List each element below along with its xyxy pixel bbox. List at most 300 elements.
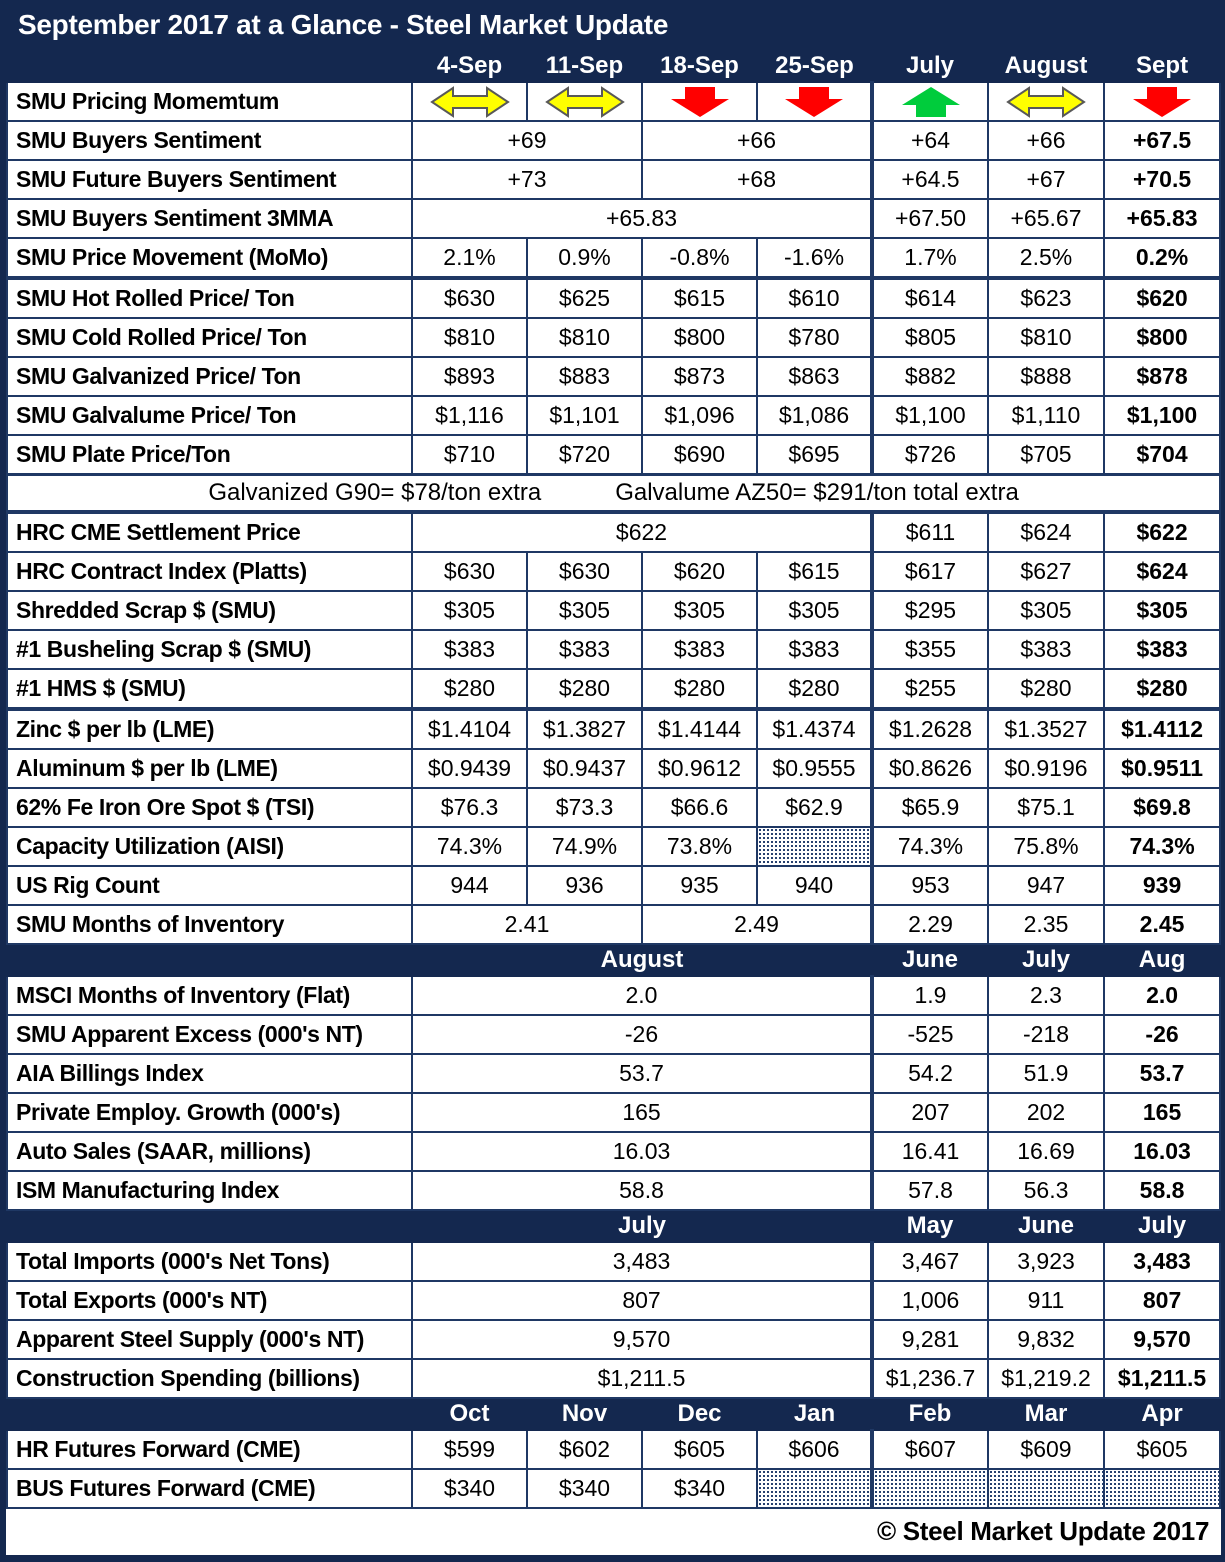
- value-cell: +70.5: [1104, 160, 1220, 199]
- value-cell: $622: [1104, 512, 1220, 552]
- value-cell: $611: [872, 512, 988, 552]
- table-row: [7, 669, 1220, 709]
- value-cell: $1.4112: [1104, 709, 1220, 749]
- value-cell: $873: [642, 357, 757, 396]
- table-row: [7, 278, 1220, 318]
- value-cell: 207: [872, 1093, 988, 1132]
- value-cell: $1,211.5: [412, 1359, 872, 1398]
- section-month-header-row: [7, 1210, 1220, 1242]
- table-row: [7, 357, 1220, 396]
- value-cell: $710: [412, 435, 527, 475]
- band-empty-cell: [7, 1398, 412, 1430]
- table-row: [7, 1132, 1220, 1171]
- value-cell: $690: [642, 435, 757, 475]
- value-cell: 3,483: [412, 1242, 872, 1281]
- section-month-header-row: [7, 1398, 1220, 1430]
- column-header: 25-Sep: [757, 49, 872, 82]
- value-cell: $705: [988, 435, 1104, 475]
- row-label: BUS Futures Forward (CME): [7, 1469, 412, 1508]
- value-cell: 911: [988, 1281, 1104, 1320]
- value-cell: $893: [412, 357, 527, 396]
- month-header-cell: Jan: [757, 1398, 872, 1430]
- value-cell: $1,086: [757, 396, 872, 435]
- value-cell: $605: [1104, 1430, 1220, 1469]
- value-cell: $620: [1104, 278, 1220, 318]
- row-label: SMU Cold Rolled Price/ Ton: [7, 318, 412, 357]
- value-cell: -26: [1104, 1015, 1220, 1054]
- value-cell: $615: [642, 278, 757, 318]
- value-cell: +64.5: [872, 160, 988, 199]
- down-arrow-icon: [669, 85, 731, 119]
- band-empty-cell: [7, 944, 412, 976]
- value-cell: 2.1%: [412, 238, 527, 278]
- sideways-arrow-icon: [545, 86, 625, 118]
- value-cell: $620: [642, 552, 757, 591]
- value-cell: +65.67: [988, 199, 1104, 238]
- value-cell: -218: [988, 1015, 1104, 1054]
- row-label: SMU Galvalume Price/ Ton: [7, 396, 412, 435]
- column-header: Sept: [1104, 49, 1220, 82]
- row-label: ISM Manufacturing Index: [7, 1171, 412, 1210]
- table-row: [7, 121, 1220, 160]
- month-header-cell: July: [1104, 1210, 1220, 1242]
- table-row: [7, 1469, 1220, 1508]
- value-cell: 202: [988, 1093, 1104, 1132]
- table-row: [7, 591, 1220, 630]
- value-cell: 1.7%: [872, 238, 988, 278]
- column-header: 4-Sep: [412, 49, 527, 82]
- value-cell: 53.7: [1104, 1054, 1220, 1093]
- table-row: [7, 749, 1220, 788]
- value-cell: $609: [988, 1430, 1104, 1469]
- value-cell: +67.50: [872, 199, 988, 238]
- value-cell: $305: [1104, 591, 1220, 630]
- value-cell: 807: [412, 1281, 872, 1320]
- value-cell: -26: [412, 1015, 872, 1054]
- value-cell: 9,832: [988, 1320, 1104, 1359]
- value-cell: $720: [527, 435, 642, 475]
- value-cell: $1,110: [988, 396, 1104, 435]
- row-label: Zinc $ per lb (LME): [7, 709, 412, 749]
- note-row: [7, 475, 1220, 513]
- value-cell: 73.8%: [642, 827, 757, 866]
- row-label: Apparent Steel Supply (000's NT): [7, 1320, 412, 1359]
- row-label: Aluminum $ per lb (LME): [7, 749, 412, 788]
- value-cell: 75.8%: [988, 827, 1104, 866]
- value-cell: $62.9: [757, 788, 872, 827]
- value-cell: $295: [872, 591, 988, 630]
- value-cell: $1.4104: [412, 709, 527, 749]
- column-header: 11-Sep: [527, 49, 642, 82]
- value-cell: $617: [872, 552, 988, 591]
- row-label: Construction Spending (billions): [7, 1359, 412, 1398]
- sideways-arrow-icon: [1006, 86, 1086, 118]
- value-cell: $305: [527, 591, 642, 630]
- table-row: [7, 199, 1220, 238]
- value-cell: 58.8: [1104, 1171, 1220, 1210]
- value-cell: $614: [872, 278, 988, 318]
- value-cell: $810: [988, 318, 1104, 357]
- month-header-cell: Nov: [527, 1398, 642, 1430]
- value-cell: $1.4144: [642, 709, 757, 749]
- value-cell: $305: [988, 591, 1104, 630]
- value-cell: 2.45: [1104, 905, 1220, 944]
- value-cell: $1,211.5: [1104, 1359, 1220, 1398]
- month-header-cell: Feb: [872, 1398, 988, 1430]
- row-label: SMU Buyers Sentiment: [7, 121, 412, 160]
- value-cell: $1,101: [527, 396, 642, 435]
- value-cell: 939: [1104, 866, 1220, 905]
- value-cell: 807: [1104, 1281, 1220, 1320]
- no-data-hatch-cell: [988, 1469, 1104, 1508]
- value-cell: 3,467: [872, 1242, 988, 1281]
- value-cell: $630: [527, 552, 642, 591]
- steel-market-table: [6, 0, 1221, 1555]
- row-label: SMU Plate Price/Ton: [7, 435, 412, 475]
- momentum-cell: [757, 82, 872, 121]
- value-cell: $76.3: [412, 788, 527, 827]
- value-cell: +65.83: [1104, 199, 1220, 238]
- table-row: [7, 238, 1220, 278]
- no-data-hatch-cell: [1104, 1469, 1220, 1508]
- value-cell: $605: [642, 1430, 757, 1469]
- value-cell: -0.8%: [642, 238, 757, 278]
- value-cell: 74.9%: [527, 827, 642, 866]
- momentum-cell: [988, 82, 1104, 121]
- value-cell: $624: [988, 512, 1104, 552]
- value-cell: $0.9511: [1104, 749, 1220, 788]
- month-header-cell: Oct: [412, 1398, 527, 1430]
- sideways-arrow-icon: [430, 86, 510, 118]
- value-cell: 935: [642, 866, 757, 905]
- value-cell: $383: [1104, 630, 1220, 669]
- value-cell: $0.9612: [642, 749, 757, 788]
- value-cell: 9,281: [872, 1320, 988, 1359]
- value-cell: -1.6%: [757, 238, 872, 278]
- value-cell: $704: [1104, 435, 1220, 475]
- value-cell: $726: [872, 435, 988, 475]
- note-text: Galvanized G90= $78/ton extra: [208, 479, 542, 506]
- value-cell: $280: [757, 669, 872, 709]
- value-cell: $73.3: [527, 788, 642, 827]
- table-row: [7, 552, 1220, 591]
- row-label: 62% Fe Iron Ore Spot $ (TSI): [7, 788, 412, 827]
- table-row: [7, 82, 1220, 121]
- value-cell: $1.3827: [527, 709, 642, 749]
- momentum-cell: [412, 82, 527, 121]
- value-cell: $280: [412, 669, 527, 709]
- corner-cell: [7, 49, 412, 82]
- month-header-cell: July: [412, 1210, 872, 1242]
- row-label: SMU Price Movement (MoMo): [7, 238, 412, 278]
- value-cell: $602: [527, 1430, 642, 1469]
- value-cell: $1.2628: [872, 709, 988, 749]
- value-cell: $69.8: [1104, 788, 1220, 827]
- value-cell: +73: [412, 160, 642, 199]
- row-label: HR Futures Forward (CME): [7, 1430, 412, 1469]
- value-cell: $606: [757, 1430, 872, 1469]
- value-cell: 51.9: [988, 1054, 1104, 1093]
- column-header-row: [7, 49, 1220, 82]
- value-cell: $883: [527, 357, 642, 396]
- value-cell: 936: [527, 866, 642, 905]
- value-cell: $305: [412, 591, 527, 630]
- row-label: Private Employ. Growth (000's): [7, 1093, 412, 1132]
- month-header-cell: June: [872, 944, 988, 976]
- value-cell: $882: [872, 357, 988, 396]
- row-label: AIA Billings Index: [7, 1054, 412, 1093]
- no-data-hatch-cell: [757, 827, 872, 866]
- value-cell: 9,570: [412, 1320, 872, 1359]
- note-text: Galvalume AZ50= $291/ton total extra: [615, 479, 1019, 506]
- row-label: Shredded Scrap $ (SMU): [7, 591, 412, 630]
- value-cell: $607: [872, 1430, 988, 1469]
- row-label: SMU Months of Inventory: [7, 905, 412, 944]
- month-header-cell: June: [988, 1210, 1104, 1242]
- month-header-cell: Mar: [988, 1398, 1104, 1430]
- table-row: [7, 976, 1220, 1015]
- no-data-hatch-cell: [757, 1469, 872, 1508]
- value-cell: 58.8: [412, 1171, 872, 1210]
- momentum-cell: [872, 82, 988, 121]
- value-cell: $383: [757, 630, 872, 669]
- value-cell: +67.5: [1104, 121, 1220, 160]
- footer-row: [7, 1508, 1220, 1554]
- value-cell: $623: [988, 278, 1104, 318]
- month-header-cell: August: [412, 944, 872, 976]
- value-cell: $1,116: [412, 396, 527, 435]
- value-cell: $630: [412, 552, 527, 591]
- table-row: [7, 1320, 1220, 1359]
- row-label: MSCI Months of Inventory (Flat): [7, 976, 412, 1015]
- table-row: [7, 1359, 1220, 1398]
- value-cell: 16.69: [988, 1132, 1104, 1171]
- value-cell: 2.35: [988, 905, 1104, 944]
- table-row: [7, 788, 1220, 827]
- momentum-cell: [527, 82, 642, 121]
- table-row: [7, 1430, 1220, 1469]
- value-cell: 0.2%: [1104, 238, 1220, 278]
- table-row: [7, 709, 1220, 749]
- value-cell: $340: [412, 1469, 527, 1508]
- column-header: July: [872, 49, 988, 82]
- row-label: SMU Galvanized Price/ Ton: [7, 357, 412, 396]
- value-cell: +66: [988, 121, 1104, 160]
- row-label: Capacity Utilization (AISI): [7, 827, 412, 866]
- table-row: [7, 1281, 1220, 1320]
- table-row: [7, 512, 1220, 552]
- value-cell: 947: [988, 866, 1104, 905]
- value-cell: 2.41: [412, 905, 642, 944]
- value-cell: $355: [872, 630, 988, 669]
- value-cell: 74.3%: [412, 827, 527, 866]
- value-cell: $75.1: [988, 788, 1104, 827]
- row-label: SMU Pricing Momemtum: [7, 82, 412, 121]
- value-cell: $65.9: [872, 788, 988, 827]
- column-header: 18-Sep: [642, 49, 757, 82]
- value-cell: $615: [757, 552, 872, 591]
- value-cell: 16.41: [872, 1132, 988, 1171]
- table-row: [7, 866, 1220, 905]
- value-cell: $0.9196: [988, 749, 1104, 788]
- row-label: Total Imports (000's Net Tons): [7, 1242, 412, 1281]
- value-cell: $599: [412, 1430, 527, 1469]
- month-header-cell: Aug: [1104, 944, 1220, 976]
- value-cell: $383: [642, 630, 757, 669]
- value-cell: 3,923: [988, 1242, 1104, 1281]
- value-cell: $780: [757, 318, 872, 357]
- value-cell: 2.0: [1104, 976, 1220, 1015]
- value-cell: 16.03: [1104, 1132, 1220, 1171]
- table-row: [7, 1015, 1220, 1054]
- table-row: [7, 630, 1220, 669]
- value-cell: $630: [412, 278, 527, 318]
- row-label: US Rig Count: [7, 866, 412, 905]
- value-cell: $695: [757, 435, 872, 475]
- page-title: September 2017 at a Glance - Steel Market Update: [7, 1, 1220, 49]
- table-row: [7, 160, 1220, 199]
- value-cell: $810: [412, 318, 527, 357]
- value-cell: $1,219.2: [988, 1359, 1104, 1398]
- value-cell: $627: [988, 552, 1104, 591]
- down-arrow-icon: [1131, 85, 1193, 119]
- table-row: [7, 318, 1220, 357]
- table-row: [7, 1242, 1220, 1281]
- value-cell: 16.03: [412, 1132, 872, 1171]
- value-cell: 944: [412, 866, 527, 905]
- value-cell: 53.7: [412, 1054, 872, 1093]
- row-label: HRC Contract Index (Platts): [7, 552, 412, 591]
- value-cell: $383: [527, 630, 642, 669]
- value-cell: $383: [988, 630, 1104, 669]
- value-cell: 56.3: [988, 1171, 1104, 1210]
- row-label: Total Exports (000's NT): [7, 1281, 412, 1320]
- value-cell: $0.9555: [757, 749, 872, 788]
- value-cell: $1,096: [642, 396, 757, 435]
- month-header-cell: Dec: [642, 1398, 757, 1430]
- table-row: [7, 396, 1220, 435]
- value-cell: +64: [872, 121, 988, 160]
- value-cell: $383: [412, 630, 527, 669]
- value-cell: 940: [757, 866, 872, 905]
- value-cell: +68: [642, 160, 872, 199]
- value-cell: $0.9439: [412, 749, 527, 788]
- value-cell: -525: [872, 1015, 988, 1054]
- value-cell: $1,236.7: [872, 1359, 988, 1398]
- value-cell: $66.6: [642, 788, 757, 827]
- title-row: [7, 1, 1220, 49]
- value-cell: $624: [1104, 552, 1220, 591]
- value-cell: 0.9%: [527, 238, 642, 278]
- value-cell: +65.83: [412, 199, 872, 238]
- extras-note-cell: [7, 475, 1220, 513]
- up-arrow-icon: [900, 85, 962, 119]
- month-header-cell: July: [988, 944, 1104, 976]
- value-cell: 1.9: [872, 976, 988, 1015]
- row-label: SMU Hot Rolled Price/ Ton: [7, 278, 412, 318]
- row-label: #1 Busheling Scrap $ (SMU): [7, 630, 412, 669]
- value-cell: 57.8: [872, 1171, 988, 1210]
- row-label: #1 HMS $ (SMU): [7, 669, 412, 709]
- value-cell: $305: [757, 591, 872, 630]
- value-cell: 74.3%: [1104, 827, 1220, 866]
- table-row: [7, 435, 1220, 475]
- value-cell: $610: [757, 278, 872, 318]
- value-cell: 1,006: [872, 1281, 988, 1320]
- value-cell: $340: [527, 1469, 642, 1508]
- value-cell: $863: [757, 357, 872, 396]
- table-row: [7, 1171, 1220, 1210]
- value-cell: $0.8626: [872, 749, 988, 788]
- value-cell: $280: [527, 669, 642, 709]
- value-cell: 3,483: [1104, 1242, 1220, 1281]
- column-header: August: [988, 49, 1104, 82]
- value-cell: $810: [527, 318, 642, 357]
- value-cell: 953: [872, 866, 988, 905]
- value-cell: $0.9437: [527, 749, 642, 788]
- down-arrow-icon: [783, 85, 845, 119]
- row-label: SMU Apparent Excess (000's NT): [7, 1015, 412, 1054]
- month-header-cell: Apr: [1104, 1398, 1220, 1430]
- table-row: [7, 1093, 1220, 1132]
- no-data-hatch-cell: [872, 1469, 988, 1508]
- band-empty-cell: [7, 1210, 412, 1242]
- value-cell: $255: [872, 669, 988, 709]
- value-cell: 2.5%: [988, 238, 1104, 278]
- value-cell: $280: [988, 669, 1104, 709]
- row-label: SMU Buyers Sentiment 3MMA: [7, 199, 412, 238]
- table-row: [7, 827, 1220, 866]
- momentum-cell: [1104, 82, 1220, 121]
- value-cell: +66: [642, 121, 872, 160]
- value-cell: $280: [642, 669, 757, 709]
- value-cell: 2.3: [988, 976, 1104, 1015]
- value-cell: $888: [988, 357, 1104, 396]
- value-cell: $1,100: [1104, 396, 1220, 435]
- value-cell: $625: [527, 278, 642, 318]
- value-cell: $800: [1104, 318, 1220, 357]
- value-cell: 2.49: [642, 905, 872, 944]
- row-label: HRC CME Settlement Price: [7, 512, 412, 552]
- value-cell: 9,570: [1104, 1320, 1220, 1359]
- value-cell: 165: [412, 1093, 872, 1132]
- value-cell: $878: [1104, 357, 1220, 396]
- value-cell: $800: [642, 318, 757, 357]
- table-row: [7, 905, 1220, 944]
- value-cell: 54.2: [872, 1054, 988, 1093]
- value-cell: +69: [412, 121, 642, 160]
- value-cell: +67: [988, 160, 1104, 199]
- table-row: [7, 1054, 1220, 1093]
- momentum-cell: [642, 82, 757, 121]
- value-cell: 74.3%: [872, 827, 988, 866]
- value-cell: $805: [872, 318, 988, 357]
- value-cell: $1.4374: [757, 709, 872, 749]
- value-cell: $1,100: [872, 396, 988, 435]
- value-cell: $340: [642, 1469, 757, 1508]
- copyright-text: © Steel Market Update 2017: [7, 1508, 1220, 1554]
- value-cell: 165: [1104, 1093, 1220, 1132]
- section-month-header-row: [7, 944, 1220, 976]
- value-cell: $280: [1104, 669, 1220, 709]
- value-cell: $1.3527: [988, 709, 1104, 749]
- row-label: Auto Sales (SAAR, millions): [7, 1132, 412, 1171]
- value-cell: 2.29: [872, 905, 988, 944]
- month-header-cell: May: [872, 1210, 988, 1242]
- value-cell: $622: [412, 512, 872, 552]
- value-cell: 2.0: [412, 976, 872, 1015]
- value-cell: $305: [642, 591, 757, 630]
